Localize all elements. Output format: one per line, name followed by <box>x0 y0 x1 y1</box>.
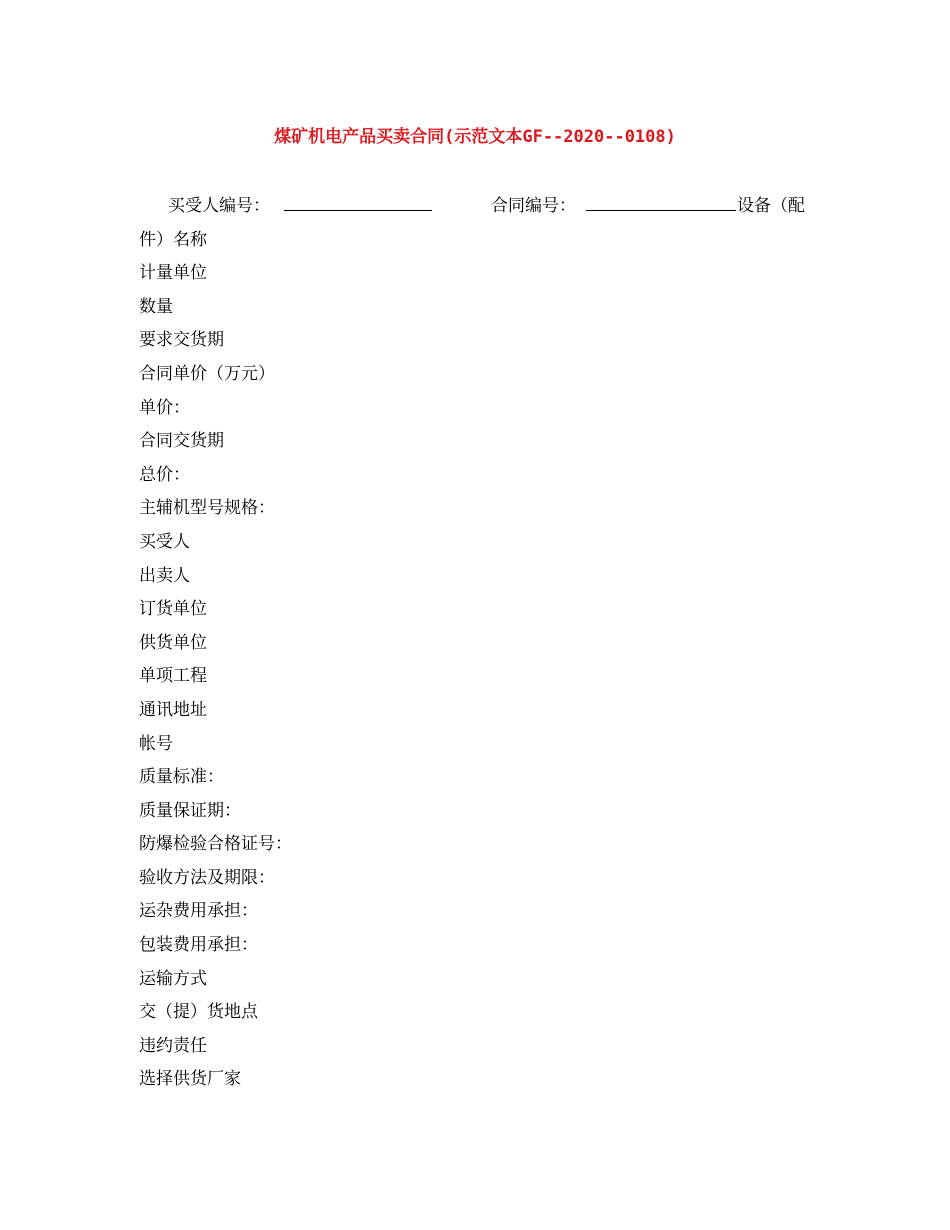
field-line: 质量标准： <box>139 767 224 788</box>
field-line: 运杂费用承担： <box>139 901 258 922</box>
field-line: 单项工程 <box>139 666 207 687</box>
field-line: 运输方式 <box>139 968 207 989</box>
contract-number-blank[interactable] <box>586 190 736 211</box>
equipment-name-label-end: 件）名称 <box>139 229 207 250</box>
field-line: 合同单价（万元） <box>139 363 275 384</box>
field-line: 合同交货期 <box>139 431 224 452</box>
field-list <box>139 257 819 1097</box>
field-line: 质量保证期： <box>139 800 241 821</box>
field-line: 包装费用承担： <box>139 935 258 956</box>
field-line: 要求交货期 <box>139 330 224 351</box>
field-line: 通讯地址 <box>139 699 207 720</box>
field-line: 总价： <box>139 464 190 485</box>
field-line: 出卖人 <box>139 565 190 586</box>
field-line: 帐号 <box>139 733 173 754</box>
field-line: 验收方法及期限： <box>139 867 275 888</box>
contract-body <box>139 190 819 1097</box>
field-line: 计量单位 <box>139 263 207 284</box>
field-line: 交（提）货地点 <box>139 1002 258 1023</box>
field-line: 数量 <box>139 296 173 317</box>
equipment-name-label-start: 设备（配 <box>737 196 805 216</box>
field-line: 供货单位 <box>139 632 207 653</box>
field-line: 选择供货厂家 <box>139 1069 241 1090</box>
field-line: 买受人 <box>139 531 190 552</box>
field-line: 违约责任 <box>139 1035 207 1056</box>
buyer-number-label: 买受人编号： <box>168 196 270 216</box>
document-title: 煤矿机电产品买卖合同(示范文本GF--2020--0108) <box>274 127 676 147</box>
field-line: 防爆检验合格证号： <box>139 834 292 855</box>
contract-number-label: 合同编号： <box>491 196 576 216</box>
field-line: 单价： <box>139 397 190 418</box>
header-line <box>139 190 819 224</box>
buyer-number-blank[interactable] <box>284 190 432 211</box>
field-line: 订货单位 <box>139 599 207 620</box>
field-line: 主辅机型号规格： <box>139 498 275 519</box>
